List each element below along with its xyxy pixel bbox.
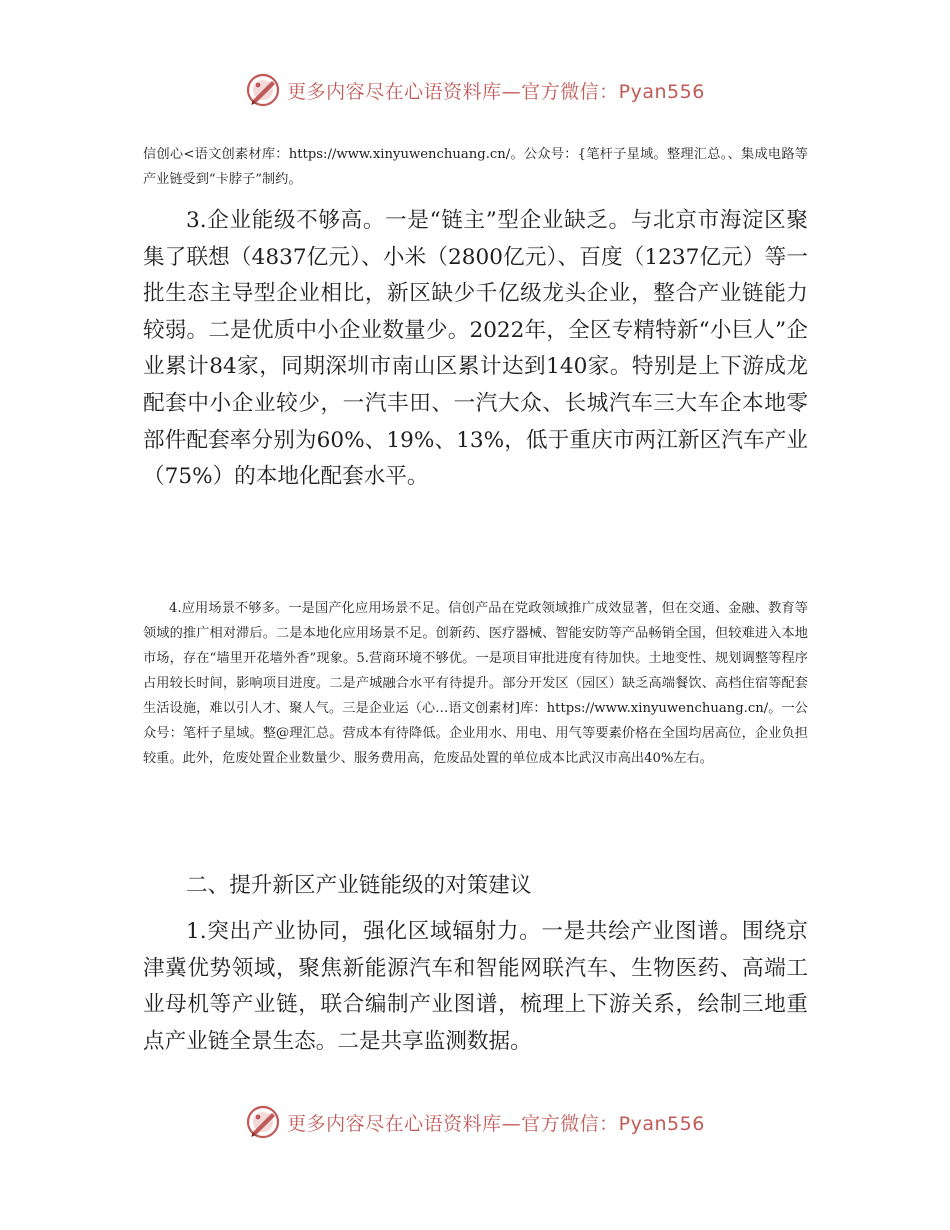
section-heading-text: 二、提升新区产业链能级的对策建议	[186, 873, 532, 898]
header-banner[interactable]	[0, 68, 950, 112]
footer-banner[interactable]	[0, 1100, 950, 1144]
intro-paragraph: 信创心<语文创素材库：https://www.xinyuwenchuang.cn/。公众号：{笔杆子星域。整理汇总。、集成电路等产业链受到“卡脖子”制约。	[143, 147, 808, 187]
section-1-paragraph: 1.突出产业协同，强化区域辐射力。一是共绘产业图谱。围绕京津冀优势领域，聚焦新能源汽车和智能网联汽车、生物医药、高端工业母机等产业链，联合编制产业图谱，梳理上下游关系，绘制三地重点产业链全景生态。二是共享监测数据。	[143, 919, 808, 1054]
section-3-paragraph: 3.企业能级不够高。一是“链主”型企业缺乏。与北京市海淀区聚集了联想（4837亿元）、小米（2800亿元）、百度（1237亿元）等一批生态主导型企业相比，新区缺少千亿级龙头企业，整合产业链能力较弱。二是优质中小企业数量少。2022年，全区专精特新“小巨人”企业累计84家，同期深圳市南山区累计达到140家。特别是上下游成龙配套中小企业较少，一汽丰田、一汽大众、长城汽车三大车企本地零部件配套率分别为60%、19%、13%，低于重庆市两江新区汽车产业（75%）的本地化配套水平。	[143, 208, 808, 490]
pen-stamp-logo-icon	[245, 72, 281, 108]
pen-stamp-logo-icon	[245, 1104, 281, 1140]
banner-text: 更多内容尽在心语资料库—官方微信：Pyan556	[287, 1112, 705, 1135]
banner-text: 更多内容尽在心语资料库—官方微信：Pyan556	[287, 80, 705, 103]
section-4-5-paragraph: 4.应用场景不够多。一是国产化应用场景不足。信创产品在党政领域推广成效显著，但在交通、金融、教育等领域的推广相对滞后。二是本地化应用场景不足。创新药、医疗器械、智能安防等产品畅销全国，但较难进入本地市场，存在“墙里开花墙外香”现象。5.营商环境不够优。一是项目审批进度有待加快。土地变性、规划调整等程序占用较长时间，影响项目进度。二是产城融合水平有待提升。部分开发区（园区）缺乏高端餐饮、高档住宿等配套生活设施，难以引人才、聚人气。三是企业运（心…语文创素材]库：https://www.xinyuwenchuang.cn/。一公众号：笔杆子星域。整@理汇总。营成本有待降低。企业用水、用电、用气等要素价格在全国均居高位，企业负担较重。此外，危废处置企业数量少、服务费用高，危废品处置的单位成本比武汉市高出40%左右。	[143, 601, 808, 766]
section-heading	[143, 868, 808, 904]
